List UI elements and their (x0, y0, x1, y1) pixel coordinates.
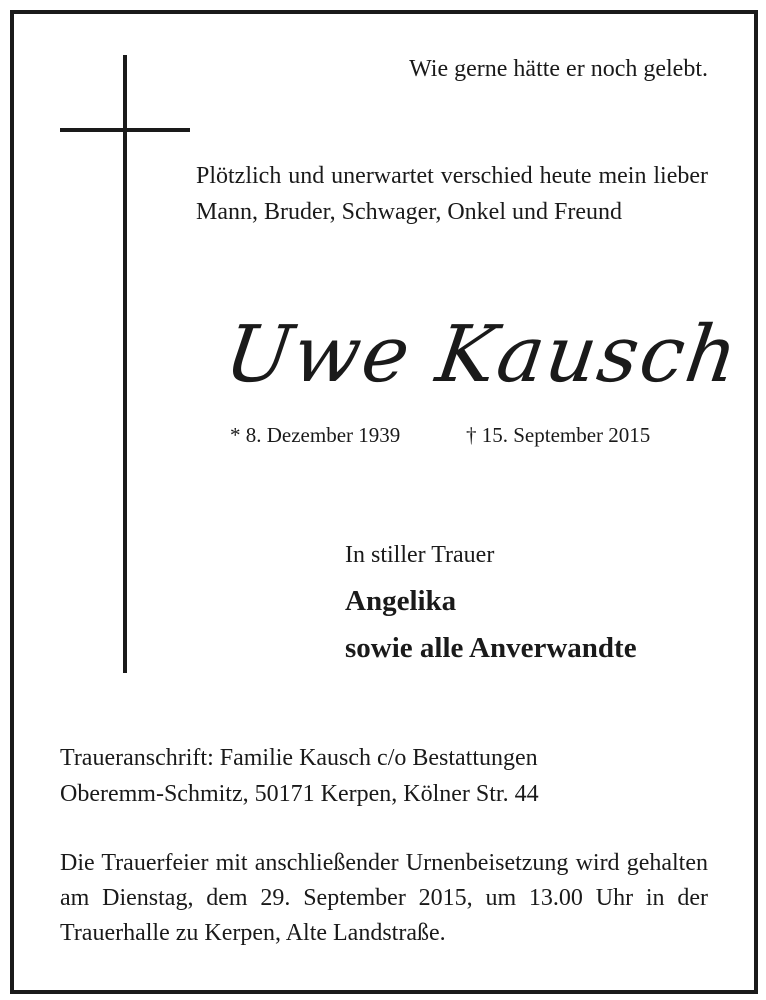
cross-icon (123, 55, 127, 673)
death-date: † 15. September 2015 (466, 423, 651, 447)
cross-icon-bar (60, 128, 190, 132)
mourning-address (60, 740, 539, 812)
mourner-primary: Angelika (345, 585, 457, 617)
mourning-heading: In stiller Trauer (345, 542, 495, 568)
birth-date: * 8. Dezember 1939 (230, 423, 401, 447)
mourner-relatives: sowie alle Anverwandte (345, 632, 637, 664)
address-line: Oberemm-Schmitz, 50171 Kerpen, Kölner Str. 44 (60, 781, 539, 807)
ceremony-info: Die Trauerfeier mit anschließender Urnenbeisetzung wird gehalten am Dienstag, dem 29. September 2015, um 13.00 Uhr in der Trauerhalle zu Kerpen, Alte Landstraße. (60, 850, 708, 946)
deceased-name: Uwe Kausch (219, 310, 745, 400)
intro-text: Plötzlich und unerwartet verschied heute mein lieber Mann, Bruder, Schwager, Onkel und Freund (196, 163, 708, 225)
address-line: Traueranschrift: Familie Kausch c/o Bestattungen (60, 745, 538, 771)
motto: Wie gerne hätte er noch gelebt. (409, 56, 708, 82)
